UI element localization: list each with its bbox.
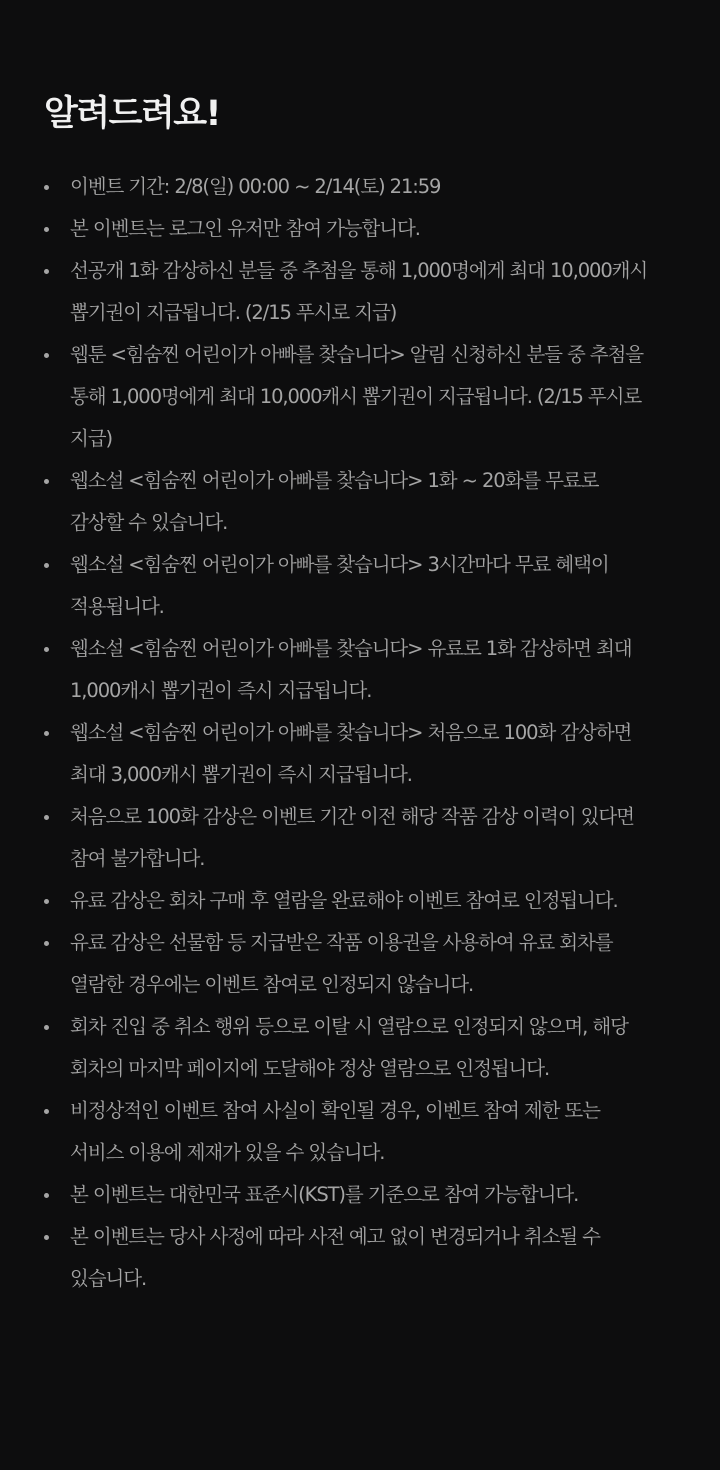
bullet-icon — [44, 815, 49, 820]
list-item — [44, 250, 686, 334]
notice-list — [44, 166, 686, 1300]
list-item — [44, 796, 686, 880]
notice-item-text: 회차 진입 중 취소 행위 등으로 이탈 시 열람으로 인정되지 않으며, 해당 회차의 마지막 페이지에 도달해야 정상 열람으로 인정됩니다. — [70, 1015, 628, 1080]
bullet-icon — [44, 1025, 49, 1030]
bullet-icon — [44, 479, 49, 484]
list-item — [44, 460, 686, 544]
bullet-icon — [44, 563, 49, 568]
notice-item-text: 유료 감상은 회차 구매 후 열람을 완료해야 이벤트 참여로 인정됩니다. — [70, 889, 618, 912]
list-item — [44, 880, 686, 922]
bullet-icon — [44, 1109, 49, 1114]
notice-item-text: 유료 감상은 선물함 등 지급받은 작품 이용권을 사용하여 유료 회차를 열람한 경우에는 이벤트 참여로 인정되지 않습니다. — [70, 931, 613, 996]
notice-item-text: 본 이벤트는 로그인 유저만 참여 가능합니다. — [70, 217, 420, 240]
bullet-icon — [44, 353, 49, 358]
notice-item-text: 웹소설 <힘숨찐 어린이가 아빠를 찾습니다> 1화 ~ 20화를 무료로 감상할 수 있습니다. — [70, 469, 599, 534]
bullet-icon — [44, 227, 49, 232]
list-item — [44, 166, 686, 208]
list-item — [44, 628, 686, 712]
list-item — [44, 712, 686, 796]
notice-item-text: 웹소설 <힘숨찐 어린이가 아빠를 찾습니다> 처음으로 100화 감상하면 최대 3,000캐시 뽑기권이 즉시 지급됩니다. — [70, 721, 632, 786]
notice-item-text: 웹툰 <힘숨찐 어린이가 아빠를 찾습니다> 알림 신청하신 분들 중 추첨을 통해 1,000명에게 최대 10,000캐시 뽑기권이 지급됩니다. (2/15 푸시로 지급) — [70, 343, 644, 450]
list-item — [44, 922, 686, 1006]
bullet-icon — [44, 1235, 49, 1240]
list-item — [44, 544, 686, 628]
list-item — [44, 208, 686, 250]
list-item — [44, 1216, 686, 1300]
list-item — [44, 334, 686, 460]
notice-item-text: 이벤트 기간: 2/8(일) 00:00 ~ 2/14(토) 21:59 — [70, 175, 441, 198]
notice-item-text: 본 이벤트는 당사 사정에 따라 사전 예고 없이 변경되거나 취소될 수 있습니다. — [70, 1225, 600, 1290]
list-item — [44, 1006, 686, 1090]
list-item — [44, 1090, 686, 1174]
notice-item-text: 본 이벤트는 대한민국 표준시(KST)를 기준으로 참여 가능합니다. — [70, 1183, 579, 1206]
bullet-icon — [44, 185, 49, 190]
bullet-icon — [44, 269, 49, 274]
notice-title: 알려드려요! — [44, 94, 221, 134]
bullet-icon — [44, 1193, 49, 1198]
bullet-icon — [44, 899, 49, 904]
bullet-icon — [44, 731, 49, 736]
bullet-icon — [44, 647, 49, 652]
notice-item-text: 웹소설 <힘숨찐 어린이가 아빠를 찾습니다> 유료로 1화 감상하면 최대 1,000캐시 뽑기권이 즉시 지급됩니다. — [70, 637, 632, 702]
notice-item-text: 처음으로 100화 감상은 이벤트 기간 이전 해당 작품 감상 이력이 있다면 참여 불가합니다. — [70, 805, 634, 870]
list-item — [44, 1174, 686, 1216]
notice-item-text: 웹소설 <힘숨찐 어린이가 아빠를 찾습니다> 3시간마다 무료 혜택이 적용됩니다. — [70, 553, 609, 618]
bullet-icon — [44, 941, 49, 946]
notice-item-text: 선공개 1화 감상하신 분들 중 추첨을 통해 1,000명에게 최대 10,000캐시 뽑기권이 지급됩니다. (2/15 푸시로 지급) — [70, 259, 648, 324]
notice-item-text: 비정상적인 이벤트 참여 사실이 확인될 경우, 이벤트 참여 제한 또는 서비스 이용에 제재가 있을 수 있습니다. — [70, 1099, 600, 1164]
